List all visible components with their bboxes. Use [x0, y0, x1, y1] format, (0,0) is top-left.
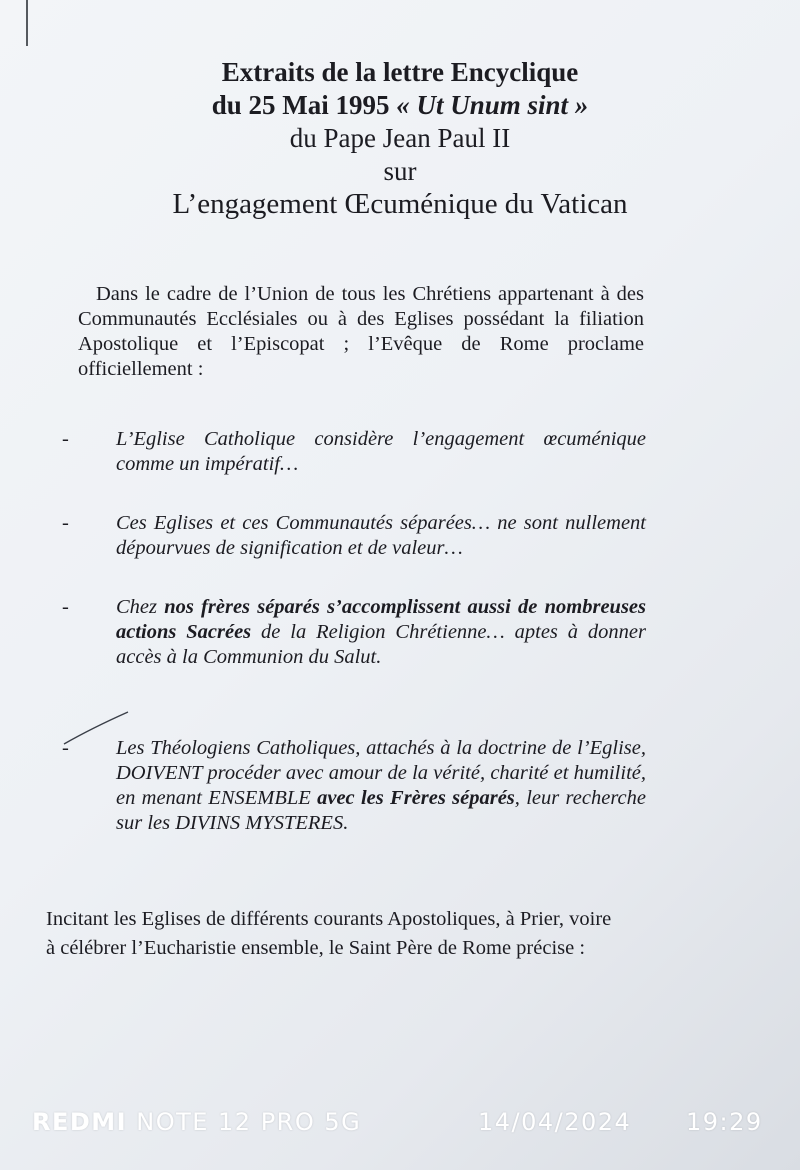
title-line-4: sur	[383, 156, 417, 186]
bullet-dash: -	[62, 428, 69, 450]
bullet-text: L’Eglise Catholique considère l’engagement œcuménique comme un impératif…	[116, 428, 646, 475]
bullet-text	[116, 736, 646, 836]
camera-watermark	[0, 1108, 800, 1148]
bullet-text-part: de la Religion Chrétienne… aptes à donner accès à la Communion du Salut.	[116, 621, 646, 668]
title-line-5: L’engagement Œcuménique du Vatican	[172, 188, 628, 220]
bullet-text-bold: avec les Frères séparés	[317, 787, 515, 809]
bullet-text-bold: nos frères séparés s’accomplissent aussi de nombreuses actions Sacrées	[116, 596, 646, 643]
bullet-item-2	[62, 511, 646, 561]
title-line-2-date: du 25 Mai 1995	[211, 90, 397, 120]
closing-paragraph: Incitant les Eglises de différents courants Apostoliques, à Prier, voire à célébrer l’Eucharistie ensemble, le Saint Père de Rome précise :	[46, 908, 612, 959]
bullet-text: Ces Eglises et ces Communautés séparées… ne sont nullement dépourvues de signification et de valeur…	[116, 512, 646, 559]
watermark-date: 14/04/2024	[478, 1108, 632, 1136]
title-line-3: du Pape Jean Paul II	[289, 123, 511, 153]
bullet-text-part: Chez	[116, 596, 165, 618]
title-line-1: Extraits de la lettre Encyclique	[221, 57, 579, 87]
watermark-device	[32, 1108, 361, 1136]
title-line-2-encyclical: « Ut Unum sint »	[396, 90, 589, 120]
watermark-model: NOTE 12 PRO 5G	[127, 1108, 362, 1136]
bullet-text	[116, 595, 646, 670]
document-title	[110, 56, 690, 221]
bullet-dash: -	[62, 737, 69, 759]
title-line-2	[110, 89, 690, 122]
intro-paragraph: Dans le cadre de l’Union de tous les Chrétiens appartenant à des Communautés Ecclésiales ou à des Eglises possédant la filiation Apostolique et l’Episcopat ; l’Evêque de Rome proclame officiellement :	[78, 283, 644, 380]
bullet-text-part: , leur recherche sur les DIVINS MYSTERES.	[116, 787, 646, 834]
bullet-item-4	[62, 736, 646, 836]
bullet-dash: -	[62, 512, 69, 534]
watermark-time: 19:29	[686, 1108, 763, 1136]
bullet-item-1	[62, 427, 646, 477]
page-edge-line	[26, 0, 28, 46]
bullet-item-3	[62, 595, 646, 670]
bullet-dash: -	[62, 596, 69, 618]
watermark-brand: REDMI	[32, 1108, 128, 1136]
bullet-text-part: Les Théologiens Catholiques, attachés à la doctrine de l’Eglise, DOIVENT procéder avec amour de la vérité, charité et humilité, en menant ENSEMBLE	[116, 737, 646, 809]
